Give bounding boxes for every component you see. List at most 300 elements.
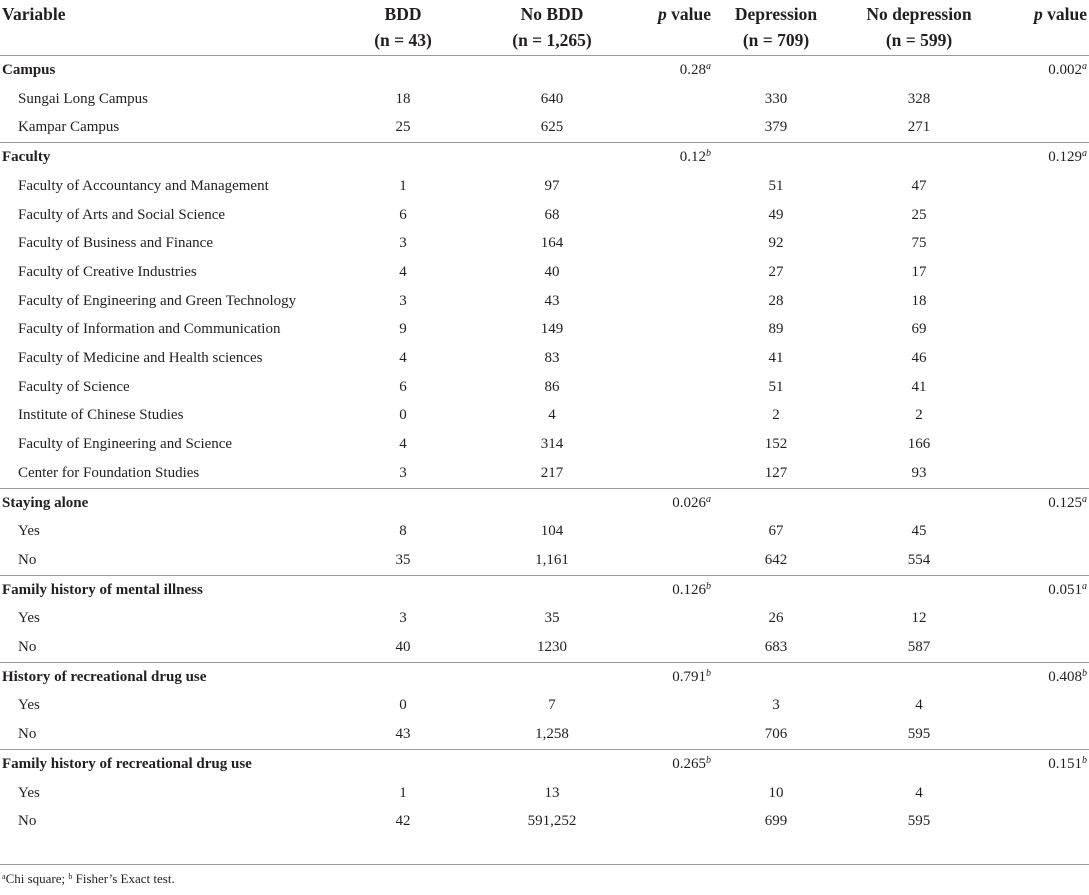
depression-count [713,546,839,575]
p-value-depression-empty [999,401,1089,430]
group-p-value-depression-text: 0.125 [1048,494,1082,511]
group-p-value-bdd [638,662,713,691]
group-p-value-bdd [638,749,713,778]
bdd-header-label: BDD [384,4,422,24]
no-depression-count [839,113,999,142]
no-depression-count [839,720,999,749]
footnote-a-mark: a [2,872,6,881]
depression-count [713,113,839,142]
group-no-bdd-cell [466,749,638,778]
row-label-text: Center for Foundation Studies [18,464,200,481]
table-row [0,172,1089,201]
table-row [0,691,1089,720]
group-depression-cell [713,143,839,172]
p-value-depression-empty [999,546,1089,575]
p-symbol-1: p [658,4,667,24]
group-p-value-depression-footnote-mark: a [1082,493,1087,505]
no-bdd-count [466,258,638,287]
group-no-depression-cell [839,56,999,85]
no-bdd-count [466,85,638,114]
no-depression-count [839,779,999,808]
bdd-count [340,807,466,836]
p-value-depression-empty [999,459,1089,488]
group-header-row [0,143,1089,172]
bdd-count-text: 25 [395,119,411,136]
group-p-value-bdd-text: 0.126 [672,581,706,598]
group-no-bdd-cell [466,488,638,517]
row-label [0,113,340,142]
table-row [0,229,1089,258]
bdd-count-text: 0 [399,407,407,424]
no-bdd-count [466,517,638,546]
group-header-row [0,749,1089,778]
depression-count-text: 49 [768,206,784,223]
no-bdd-count-text: 83 [544,350,560,367]
table-row [0,85,1089,114]
bdd-count [340,430,466,459]
no-depression-count-text: 47 [911,177,927,194]
p-value-bdd-empty [638,459,713,488]
bdd-count [340,779,466,808]
row-label-text: Yes [18,523,40,540]
bdd-count-text: 3 [399,292,407,309]
no-depression-count-text: 41 [911,378,927,395]
group-p-value-bdd-footnote-mark: a [706,61,711,72]
group-p-value-depression-text: 0.151 [1048,755,1082,772]
group-label [0,56,340,85]
group-no-depression-cell [839,488,999,517]
table-row [0,546,1089,575]
table-header [0,0,1089,56]
row-label [0,546,340,575]
row-label-text: No [18,813,37,830]
group-label-text: Faculty [2,149,51,166]
depression-count-text: 127 [764,464,788,481]
no-bdd-count [466,201,638,230]
row-label [0,779,340,808]
p-value-depression-empty [999,315,1089,344]
p-value-bdd-empty [638,401,713,430]
group-label [0,749,340,778]
table-row [0,201,1089,230]
bdd-count-text: 35 [395,551,411,568]
group-p-value-bdd-footnote-mark: b [706,580,711,592]
table-row [0,401,1089,430]
group-no-bdd-cell [466,56,638,85]
p-value-2-column-header [999,0,1089,56]
no-bdd-header-n: (n = 1,265) [512,30,592,50]
no-bdd-count-text: 640 [540,90,564,107]
table-row [0,344,1089,373]
p-value-depression-empty [999,287,1089,316]
no-bdd-count-text: 86 [544,378,560,395]
row-label-text: Yes [18,784,40,801]
row-label-text: Yes [18,697,40,714]
row-label [0,517,340,546]
p-value-bdd-empty [638,172,713,201]
bdd-count [340,691,466,720]
bdd-count [340,401,466,430]
group-p-value-bdd-footnote-mark: b [706,754,711,766]
bdd-count [340,229,466,258]
depression-count-text: 28 [768,292,784,309]
no-bdd-count-text: 7 [548,697,556,714]
table-row [0,287,1089,316]
bdd-count [340,373,466,402]
group-p-value-depression-footnote-mark: a [1082,61,1087,72]
bdd-count-text: 3 [399,464,407,481]
group-p-value-bdd [638,575,713,604]
depression-count [713,373,839,402]
no-depression-count [839,229,999,258]
depression-count [713,430,839,459]
p-value-bdd-empty [638,258,713,287]
depression-count-text: 26 [768,610,784,627]
bdd-count [340,633,466,662]
table-row [0,258,1089,287]
no-bdd-count [466,691,638,720]
p-value-depression-empty [999,720,1089,749]
no-depression-count [839,373,999,402]
table-body [0,56,1089,836]
no-depression-count-text: 25 [911,206,927,223]
no-depression-count-text: 4 [915,784,923,801]
depression-count [713,287,839,316]
group-header-row [0,56,1089,85]
p-value-2-label: value [1047,4,1087,24]
p-value-depression-empty [999,604,1089,633]
p-value-bdd-empty [638,287,713,316]
depression-column-header [713,0,839,56]
no-depression-count [839,459,999,488]
group-p-value-depression-text: 0.129 [1048,149,1082,166]
p-value-depression-empty [999,201,1089,230]
no-depression-count-text: 45 [911,523,927,540]
row-label [0,691,340,720]
no-bdd-count-text: 13 [544,784,560,801]
p-value-bdd-empty [638,113,713,142]
bdd-count-text: 9 [399,321,407,338]
no-bdd-count [466,287,638,316]
group-p-value-bdd-text: 0.026 [672,494,706,511]
table-row [0,517,1089,546]
no-bdd-count [466,633,638,662]
p-value-depression-empty [999,85,1089,114]
no-depression-count-text: 93 [911,464,927,481]
bdd-count [340,258,466,287]
bdd-count [340,172,466,201]
no-depression-count [839,807,999,836]
depression-count-text: 51 [768,177,784,194]
group-bdd-cell [340,662,466,691]
group-p-value-bdd-text: 0.265 [672,755,706,772]
bdd-count [340,720,466,749]
no-depression-count [839,430,999,459]
no-depression-count-text: 18 [911,292,927,309]
no-bdd-count-text: 217 [540,464,564,481]
row-label-text: Kampar Campus [18,119,120,136]
depression-count [713,604,839,633]
group-no-depression-cell [839,575,999,604]
depression-count [713,229,839,258]
no-depression-count [839,691,999,720]
group-no-bdd-cell [466,575,638,604]
table-row [0,720,1089,749]
depression-count [713,201,839,230]
group-depression-cell [713,662,839,691]
no-depression-count [839,401,999,430]
depression-count [713,401,839,430]
no-depression-count-text: 166 [907,436,931,453]
no-bdd-count-text: 149 [540,321,564,338]
no-depression-count-text: 587 [907,639,931,656]
depression-count-text: 3 [772,697,780,714]
row-label-text: Faculty of Medicine and Health sciences [18,350,263,367]
depression-count-text: 10 [768,784,784,801]
row-label [0,459,340,488]
no-bdd-count-text: 1230 [537,639,567,656]
p-value-depression-empty [999,344,1089,373]
no-depression-count [839,287,999,316]
no-depression-count [839,633,999,662]
depression-count-text: 152 [764,436,788,453]
row-label [0,720,340,749]
group-label [0,488,340,517]
row-label-text: Sungai Long Campus [18,90,148,107]
no-depression-count-text: 595 [907,813,931,830]
p-value-depression-empty [999,779,1089,808]
table-row [0,430,1089,459]
bdd-count-text: 4 [399,263,407,280]
group-label-text: Family history of mental illness [2,581,203,598]
group-bdd-cell [340,749,466,778]
no-bdd-count [466,113,638,142]
bdd-count [340,459,466,488]
row-label-text: Institute of Chinese Studies [18,407,184,424]
no-depression-count [839,344,999,373]
depression-count-text: 27 [768,263,784,280]
p-value-depression-empty [999,807,1089,836]
group-p-value-depression-text: 0.002 [1048,62,1082,78]
depression-count-text: 330 [764,90,788,107]
no-depression-count-text: 554 [907,551,931,568]
row-label-text: Faculty of Accountancy and Management [18,177,269,194]
table-row [0,807,1089,836]
row-label-text: Faculty of Engineering and Science [18,436,233,453]
row-label [0,315,340,344]
depression-count [713,459,839,488]
p-value-depression-empty [999,691,1089,720]
p-value-bdd-empty [638,691,713,720]
no-bdd-count [466,172,638,201]
row-label-text: No [18,726,37,743]
footnote-b-text: Fisher’s Exact test. [72,871,175,886]
no-bdd-count-text: 164 [540,235,564,252]
depression-count [713,633,839,662]
bdd-count-text: 1 [399,784,407,801]
p-value-depression-empty [999,373,1089,402]
group-label-text: History of recreational drug use [2,668,207,685]
bdd-count [340,517,466,546]
group-p-value-depression-text: 0.408 [1048,668,1082,685]
bdd-count [340,604,466,633]
p-value-bdd-empty [638,779,713,808]
p-value-depression-empty [999,229,1089,258]
p-value-bdd-empty [638,315,713,344]
depression-count-text: 67 [768,523,784,540]
depression-count-text: 379 [764,119,788,136]
table-row [0,633,1089,662]
no-depression-column-header [839,0,999,56]
row-label [0,401,340,430]
group-p-value-depression-footnote-mark: b [1082,754,1087,766]
p-value-1-column-header [638,0,713,56]
group-p-value-depression [999,143,1089,172]
footnote-a-text: Chi square; [5,871,69,886]
bdd-count-text: 6 [399,206,407,223]
no-depression-count-text: 12 [911,610,927,627]
no-bdd-count-text: 104 [540,523,564,540]
no-depression-count [839,172,999,201]
depression-count [713,720,839,749]
no-depression-count [839,201,999,230]
no-depression-count-text: 69 [911,321,927,338]
no-bdd-count-text: 1,161 [535,551,569,568]
p-value-depression-empty [999,113,1089,142]
depression-count [713,258,839,287]
no-depression-count-text: 75 [911,235,927,252]
p-symbol-2: p [1034,4,1043,24]
no-depression-header-n: (n = 599) [885,30,953,50]
row-label [0,85,340,114]
row-label-text: Faculty of Information and Communication [18,321,281,338]
no-depression-count [839,546,999,575]
depression-count [713,344,839,373]
bdd-count [340,546,466,575]
no-depression-count-text: 4 [915,697,923,714]
group-p-value-bdd [638,56,713,85]
depression-count [713,172,839,201]
no-depression-count-text: 595 [907,726,931,743]
group-header-row [0,575,1089,604]
no-bdd-count [466,604,638,633]
bdd-count [340,344,466,373]
bdd-count [340,85,466,114]
no-depression-count [839,258,999,287]
depression-count-text: 2 [772,407,780,424]
group-label-text: Campus [2,62,56,78]
p-value-depression-empty [999,517,1089,546]
depression-count [713,779,839,808]
bdd-count-text: 3 [399,610,407,627]
group-no-bdd-cell [466,143,638,172]
p-value-depression-empty [999,258,1089,287]
group-bdd-cell [340,575,466,604]
group-no-depression-cell [839,662,999,691]
group-p-value-depression [999,575,1089,604]
bdd-count [340,287,466,316]
p-value-bdd-empty [638,604,713,633]
table-row [0,373,1089,402]
row-label-text: Faculty of Arts and Social Science [18,206,226,223]
group-p-value-bdd [638,143,713,172]
row-label [0,373,340,402]
p-value-depression-empty [999,430,1089,459]
group-p-value-bdd-footnote-mark: a [706,493,711,505]
group-bdd-cell [340,143,466,172]
depression-count [713,315,839,344]
depression-count [713,807,839,836]
depression-count [713,691,839,720]
group-no-bdd-cell [466,662,638,691]
row-label [0,229,340,258]
row-label [0,807,340,836]
no-bdd-count [466,807,638,836]
depression-header-n: (n = 709) [742,30,810,50]
no-depression-count-text: 17 [911,263,927,280]
depression-count-text: 706 [764,726,788,743]
p-value-bdd-empty [638,720,713,749]
row-label [0,430,340,459]
no-bdd-column-header [466,0,638,56]
p-value-bdd-empty [638,807,713,836]
no-bdd-count-text: 314 [540,436,564,453]
table-row [0,113,1089,142]
bdd-header-n: (n = 43) [374,30,432,50]
no-bdd-count [466,546,638,575]
table-footnote [2,871,175,887]
group-label [0,575,340,604]
table-row [0,459,1089,488]
no-depression-count-text: 328 [907,90,931,107]
bdd-count-text: 8 [399,523,407,540]
no-bdd-count-text: 43 [544,292,560,309]
depression-count-text: 92 [768,235,784,252]
group-bdd-cell [340,488,466,517]
table-bottom-rule [0,864,1089,865]
bdd-count [340,201,466,230]
no-depression-count [839,604,999,633]
bdd-count-text: 4 [399,350,407,367]
depression-header-label: Depression [734,4,818,24]
row-label-text: No [18,639,37,656]
no-bdd-count-text: 625 [540,119,564,136]
row-label-text: Faculty of Creative Industries [18,263,197,280]
group-p-value-depression-footnote-mark: b [1082,667,1087,679]
no-bdd-count [466,720,638,749]
bdd-count-text: 4 [399,436,407,453]
no-bdd-count-text: 1,258 [535,726,569,743]
depression-count-text: 683 [764,639,788,656]
row-label [0,633,340,662]
group-p-value-depression [999,56,1089,85]
p-value-bdd-empty [638,633,713,662]
group-p-value-depression-footnote-mark: a [1082,580,1087,592]
group-depression-cell [713,749,839,778]
p-value-bdd-empty [638,85,713,114]
p-value-depression-empty [999,633,1089,662]
group-depression-cell [713,488,839,517]
row-label [0,258,340,287]
group-bdd-cell [340,56,466,85]
row-label-text: No [18,551,37,568]
depression-count [713,517,839,546]
bdd-count-text: 3 [399,235,407,252]
no-bdd-count-text: 4 [548,407,556,424]
group-label [0,662,340,691]
no-depression-count-text: 46 [911,350,927,367]
footnote-b-mark: b [68,872,73,881]
